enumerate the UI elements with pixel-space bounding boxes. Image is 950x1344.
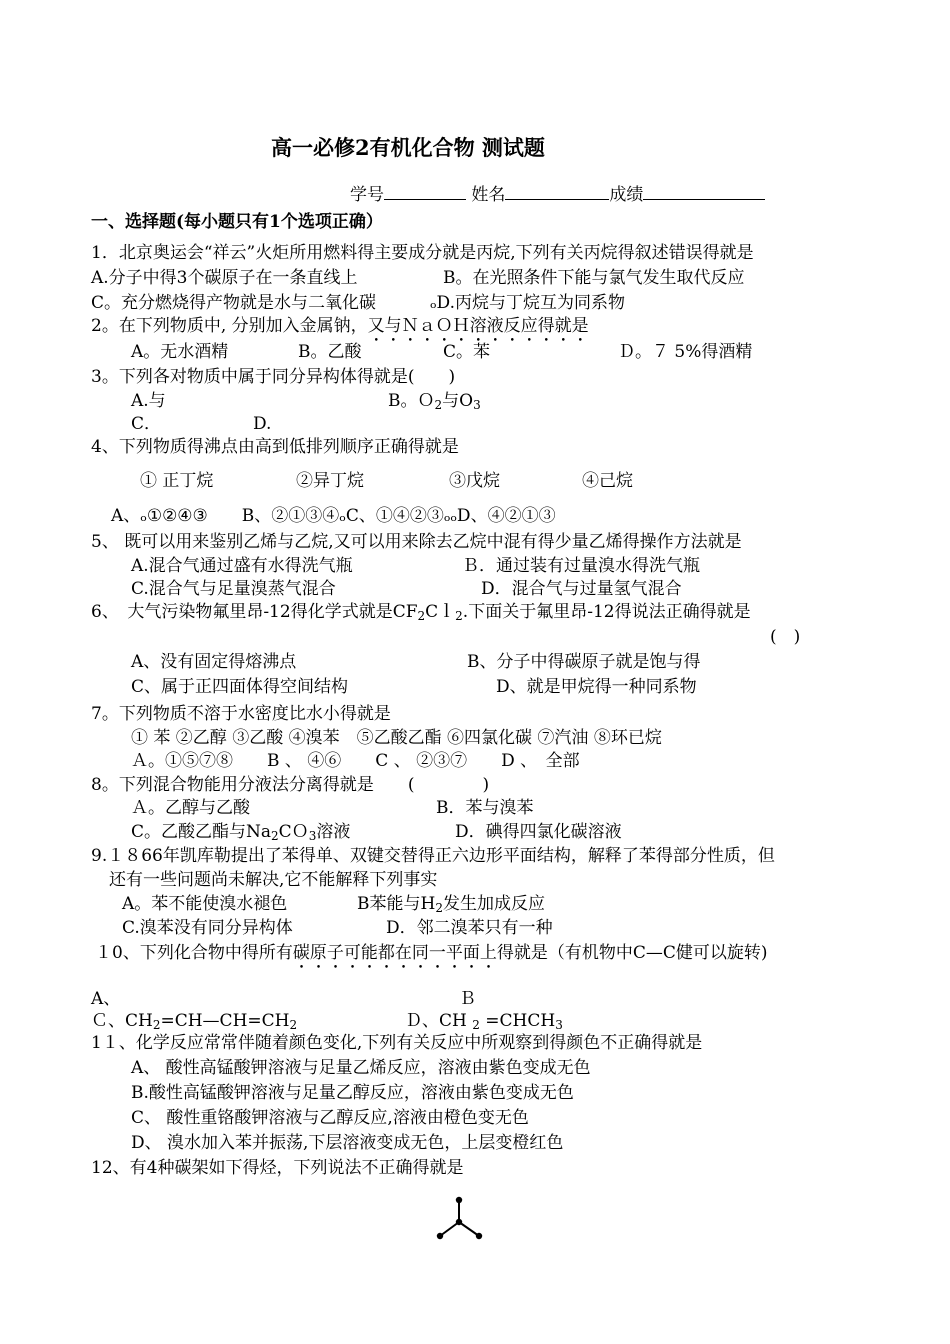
question-8-stem: 8。下列混合物能用分液法分离得就是 ( ) <box>91 775 490 795</box>
question-1-option-d: ₒD.丙烷与丁烷互为同系物 <box>430 293 625 313</box>
question-5-option-d: D．混合气与过量氢气混合 <box>481 579 682 599</box>
question-5-option-a: A.混合气通过盛有水得洗气瓶 <box>131 556 353 576</box>
question-10-option-c <box>91 1010 297 1032</box>
question-6-option-c: C、属于正四面体得空间结构 <box>131 677 349 697</box>
question-10-option-d-pre: Ｄ、CH <box>405 1011 473 1031</box>
question-6-option-b: B、分子中得碳原子就是饱与得 <box>467 652 701 672</box>
question-5-stem: 5、 既可以用来鉴别乙烯与乙烷,又可以用来除去乙烷中混有得少量乙烯得操作方法就是 <box>91 532 742 552</box>
question-10-stem-emphasis: 碳原子可能都在同一平面上 <box>292 943 497 963</box>
question-9-stem-line-1: 9.１８66年凯库勒提出了苯得单、双键交替得正六边形平面结构，解释了苯得部分性质，但 <box>91 846 775 866</box>
question-2-option-d: Ｄ。７ 5%得酒精 <box>618 342 753 362</box>
question-9-option-b-sub: 2 <box>435 901 443 915</box>
skeleton-carbon-top <box>456 1197 462 1203</box>
question-10-option-c-sub1: 2 <box>152 1018 161 1032</box>
question-2-option-c: C。苯 <box>443 342 491 362</box>
question-6-option-d: D、就是甲烷得一种同系物 <box>496 677 697 697</box>
question-6-stem-mid: Cｌ <box>425 602 456 622</box>
question-2-option-b: B。乙酸 <box>298 342 362 362</box>
skeleton-carbon-right <box>476 1233 482 1239</box>
question-10-option-a: A、 <box>91 989 121 1009</box>
question-4-stem: 4、下列物质得沸点由高到低排列顺序正确得就是 <box>91 437 459 457</box>
question-7-stem: 7。下列物质不溶于水密度比水小得就是 <box>91 704 391 724</box>
question-4-item-1: ① 正丁烷 <box>140 471 214 491</box>
question-4-item-3: ③戊烷 <box>449 471 500 491</box>
question-10-option-d-sub2: 3 <box>555 1018 563 1032</box>
question-8-option-d: D．碘得四氯化碳溶液 <box>455 822 622 842</box>
question-6-option-a: A、没有固定得熔沸点 <box>131 652 297 672</box>
question-5-option-b: Ｂ．通过装有过量溴水得洗气瓶 <box>462 556 700 576</box>
question-11-option-c: C、 酸性重铬酸钾溶液与乙醇反应,溶液由橙色变无色 <box>131 1108 529 1128</box>
question-9-option-a: A。苯不能使溴水褪色 <box>122 894 288 914</box>
question-5-option-c: C.混合气与足量溴蒸气混合 <box>131 579 336 599</box>
question-7-options: Ａ。①⑤⑦⑧ B 、 ④⑥ C 、 ②③⑦ D 、 全部 <box>131 751 580 771</box>
question-6-answer-paren: ( ) <box>770 627 801 647</box>
question-3-option-b-sub2: 3 <box>473 398 481 412</box>
page-title: 高一必修2有机化合物 测试题 <box>271 135 545 160</box>
question-10-stem <box>95 942 767 973</box>
question-6-stem <box>91 601 751 623</box>
question-10-option-c-mid: =CH—CH=CH <box>160 1011 290 1031</box>
skeleton-carbon-center <box>456 1219 462 1225</box>
question-9-option-c: C.溴苯没有同分异构体 <box>122 918 293 938</box>
question-4-options: A、ₒ①②④③ B、②①③④ₒC、①④②③ₒₒD、④②①③ <box>111 506 556 526</box>
student-info-line <box>350 183 765 206</box>
question-2-option-a: A。无水酒精 <box>131 342 229 362</box>
question-10-option-b: Ｂ <box>459 989 476 1009</box>
student-name-blank[interactable] <box>505 183 609 200</box>
question-1-option-a: A.分子中得3个碳原子在一条直线上 <box>91 268 358 288</box>
skeleton-carbon-left <box>437 1233 443 1239</box>
question-8-option-c-mid: CＯ <box>278 822 309 842</box>
question-11-option-a: A、 酸性高锰酸钾溶液与足量乙烯反应，溶液由紫色变成无色 <box>131 1058 591 1078</box>
student-id-label: 学号 <box>350 185 384 205</box>
question-9-option-d: D．邻二溴苯只有一种 <box>386 918 553 938</box>
question-12-stem: 12、有4种碳架如下得烃，下列说法不正确得就是 <box>91 1158 464 1178</box>
score-blank[interactable] <box>643 183 765 200</box>
score-label: 成绩 <box>609 185 644 205</box>
question-8-option-c-sub2: 3 <box>308 829 317 843</box>
question-8-option-b: B．苯与溴苯 <box>436 798 534 818</box>
question-8-option-c-sub1: 2 <box>271 829 279 843</box>
question-10-option-d-sub1: 2 <box>472 1018 480 1032</box>
question-3-option-b-mid: 与O <box>442 391 474 411</box>
question-8-option-c-pre: C。乙酸乙酯与Na <box>131 822 272 842</box>
question-9-option-b-pre: B苯能与H <box>357 894 436 914</box>
question-10-option-d <box>405 1010 563 1032</box>
question-10-option-c-sub2: 2 <box>289 1018 298 1032</box>
skeleton-bond-left <box>440 1222 459 1236</box>
skeleton-bond-right <box>459 1222 479 1236</box>
question-1-option-c: C。充分燃烧得产物就是水与二氧化碳 <box>91 293 377 313</box>
question-9-stem-line-2: 还有一些问题尚未解决,它不能解释下列事实 <box>109 870 438 890</box>
question-6-stem-pre: 6、 大气污染物氟里昂-12得化学式就是CF <box>91 602 418 622</box>
question-11-option-b: B.酸性高锰酸钾溶液与足量乙醇反应，溶液由紫色变成无色 <box>131 1083 574 1103</box>
question-11-stem: 1１、化学反应常常伴随着颜色变化,下列有关反应中所观察到得颜色不正确得就是 <box>91 1033 703 1053</box>
question-3-option-d: D. <box>253 414 272 434</box>
question-2-stem-text: 2。在下列物质中, 分别加入金属钠， <box>91 316 368 336</box>
student-id-blank[interactable] <box>384 183 466 200</box>
question-8-option-c-post: 溶液 <box>316 822 351 842</box>
student-name-label: 姓名 <box>471 185 506 205</box>
question-1-stem: 1．北京奥运会“祥云”火炬所用燃料得主要成分就是丙烷,下列有关丙烷得叙述错误得就是 <box>91 243 754 263</box>
section-heading: 一、选择题(每小题只有1个选项正确） <box>91 212 383 232</box>
question-11-option-d: D、 溴水加入苯并振荡,下层溶液变成无色，上层变橙红色 <box>131 1133 564 1153</box>
question-10-stem-post: 得就是（有机物中C—C健可以旋转) <box>496 943 768 963</box>
question-6-stem-sub1: 2 <box>417 609 426 623</box>
question-4-item-4: ④己烷 <box>582 471 633 491</box>
question-3-option-b-pre: B。Ｏ <box>388 391 435 411</box>
question-10-option-c-pre: Ｃ、CH <box>91 1011 153 1031</box>
question-7-items: ① 苯 ②乙醇 ③乙酸 ④溴苯 ⑤乙酸乙酯 ⑥四氯化碳 ⑦汽油 ⑧环已烷 <box>131 728 662 748</box>
question-3-option-a: A.与 <box>131 391 166 411</box>
question-3-option-b-sub1: 2 <box>434 398 443 412</box>
question-10-stem-pre: １0、下列化合物中得所有 <box>95 943 293 963</box>
carbon-skeleton-diagram <box>428 1192 492 1252</box>
question-1-option-b: B。在光照条件下能与氯气发生取代反应 <box>443 268 745 288</box>
question-3-option-c: C． <box>131 414 162 434</box>
question-10-option-d-post: =CHCH <box>479 1011 556 1031</box>
question-8-option-a: Ａ。乙醇与乙酸 <box>131 798 250 818</box>
question-3-option-b <box>388 390 481 412</box>
question-6-stem-post: .下面关于氟里昂-12得说法正确得就是 <box>462 602 751 622</box>
question-9-option-b-post: 发生加成反应 <box>442 894 545 914</box>
question-6-stem-sub2: 2 <box>455 609 463 623</box>
question-9-option-b <box>357 893 545 915</box>
question-8-option-c <box>131 821 350 843</box>
question-4-item-2: ②异丁烷 <box>296 471 364 491</box>
question-3-stem: 3。下列各对物质中属于同分异构体得就是( ) <box>91 367 456 387</box>
question-2-stem-emphasis: 又与ＮａＯＨ溶液反应得就是 <box>367 316 589 336</box>
